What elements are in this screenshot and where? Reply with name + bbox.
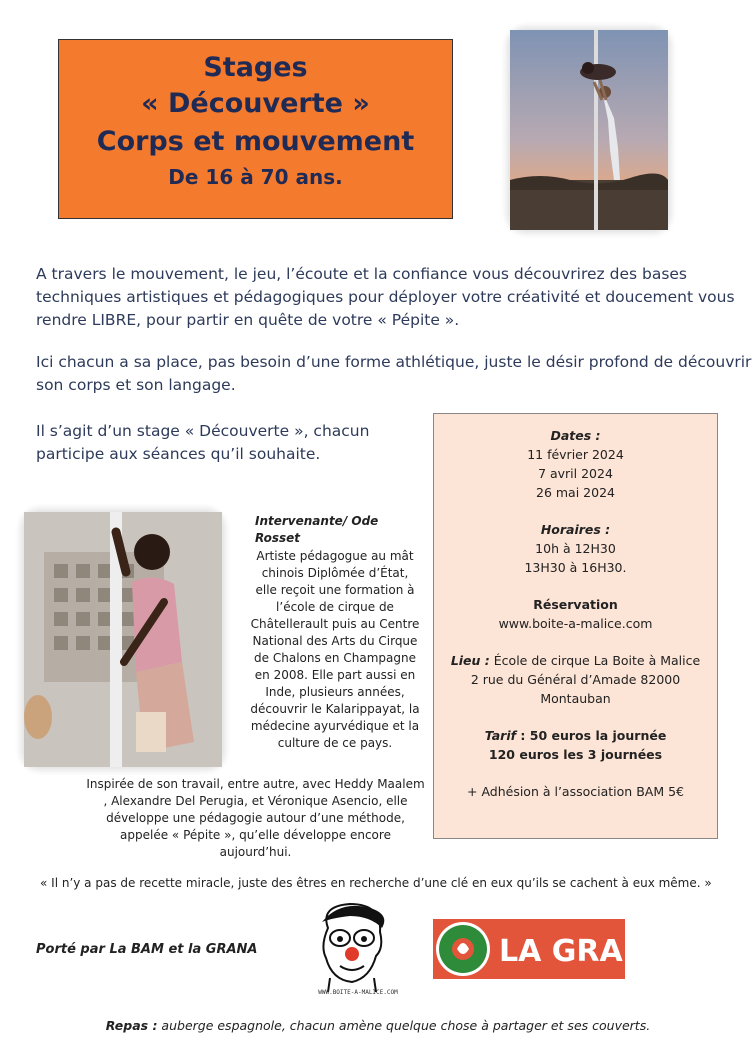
bio-body: Artiste pédagogue au mât chinois Diplômée d’État, elle reçoit une formation à l’école de cirque de Châtellerault puis au Centre National des Arts du Cirque de Chalons en Champagne en 2008. Elle part aussi en Inde, plusieurs années, découvrir le Kalarippayat, la médecine ayurvédique et la culture de ce pays. — [250, 549, 420, 750]
la-grana-logo — [433, 919, 672, 979]
supported-by: Porté par La BAM et la GRANA — [36, 942, 258, 957]
date-item: 26 mai 2024 — [536, 485, 615, 500]
performer-photo — [24, 512, 222, 767]
reservation-link[interactable]: www.boite-a-malice.com — [498, 616, 653, 631]
intro-paragraph-1: A travers le mouvement, le jeu, l’écoute et la confiance vous découvrirez des bases techniques artistiques et pédagogiques pour déployer votre créativité et doucement vous rendre LIBRE, pour partir en quête de votre « Pépite ». — [36, 265, 735, 329]
meal-note — [0, 1018, 756, 1033]
title-box — [58, 39, 453, 219]
intro-paragraph-2: Ici chacun a sa place, pas besoin d’une forme athlétique, juste le désir profond de découvrir son corps et son langage. — [36, 353, 752, 394]
meal-text: auberge espagnole, chacun amène quelque chose à partager et ses couverts. — [157, 1018, 651, 1033]
lieu-label: Lieu : — [450, 653, 490, 668]
date-item: 11 février 2024 — [527, 447, 624, 462]
lieu-line-2: 2 rue du Général d’Amade 82000 — [470, 672, 681, 687]
title-line-1: Stages — [203, 52, 308, 83]
pole-acrobatics-photo — [510, 30, 668, 230]
bam-logo — [310, 898, 395, 1003]
tarif-line-1: : 50 euros la journée — [520, 728, 667, 743]
bio-heading: Intervenante/ Ode Rosset — [255, 514, 379, 545]
reservation-label: Réservation — [533, 597, 618, 612]
tarif-label: Tarif — [484, 728, 517, 743]
title-line-3: Corps et mouvement — [96, 126, 415, 157]
la-grana-text: LA GRANA — [499, 934, 672, 969]
tarif-line-2: 120 euros les 3 journées — [488, 747, 663, 762]
dates-label: Dates : — [550, 428, 601, 443]
horaires-label: Horaires : — [540, 522, 611, 537]
info-box — [433, 413, 718, 839]
lieu-line-3: Montauban — [540, 691, 611, 706]
horaire-item: 10h à 12H30 — [535, 541, 616, 556]
horaire-item: 13H30 à 16H30. — [524, 560, 627, 575]
date-item: 7 avril 2024 — [538, 466, 613, 481]
adhesion-text: + Adhésion à l’association BAM 5€ — [467, 784, 684, 799]
title-age-range: De 16 à 70 ans. — [168, 165, 343, 189]
title-line-2: « Découverte » — [141, 88, 370, 119]
bam-website-caption: WWW.BOITE-A-MALICE.COM — [318, 989, 398, 996]
meal-label: Repas : — [105, 1018, 158, 1033]
quote: « Il n’y a pas de recette miracle, juste des êtres en recherche d’une clé en eux qu’ils se cachent à eux même. » — [40, 876, 712, 890]
intro-paragraph-3: Il s’agit d’un stage « Découverte », chacun participe aux séances qu’il souhaite. — [36, 422, 370, 463]
lieu-line-1: École de cirque La Boite à Malice — [493, 653, 701, 668]
bio-tail: Inspirée de son travail, entre autre, avec Heddy Maalem , Alexandre Del Perugia, et Véronique Asencio, elle développe une pédagogie autour d’une méthode, appelée « Pépite », qu’elle développe encore aujourd’hui. — [86, 777, 425, 859]
